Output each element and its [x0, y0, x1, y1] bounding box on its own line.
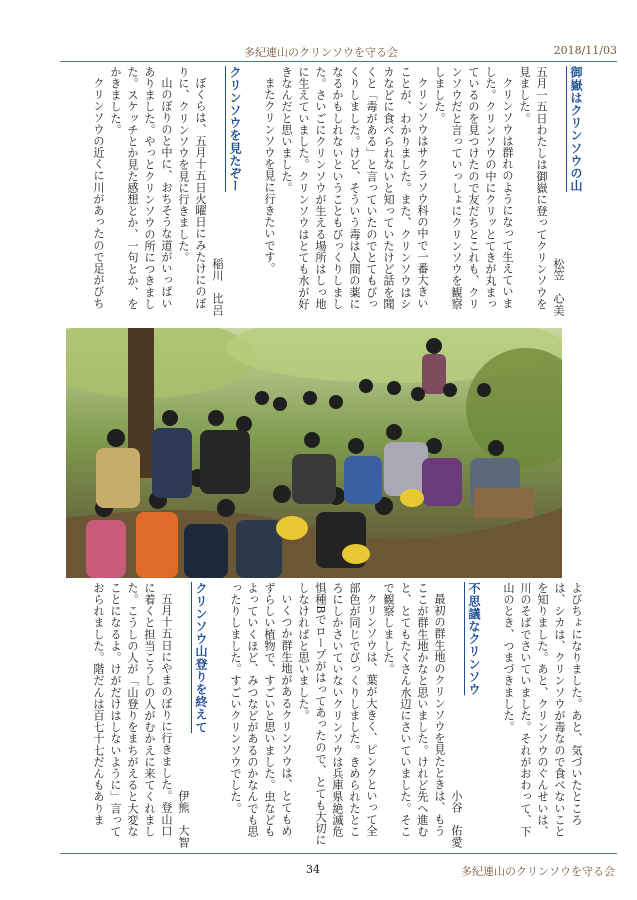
page-number: 34 — [306, 863, 320, 876]
article-4-title: クリンソウ山登りを終えて — [194, 582, 208, 734]
page-header-publication: 多紀連山のクリンソウを守る会 — [244, 46, 398, 59]
article-4-paragraph: 五月十五日にやまのぼりに行きました。登山口に着くと担当こうしの人がむかえに来てくれました。こうしの人が「山登りをまちがえると大変なことになるよ。けがだけはしないように」言っておられました。階だんは百七十七だんもありま — [92, 582, 173, 838]
article-3-paragraph: 最初の群生地のクリンソウを見たときは、もうここが群生地かなと思いました。けれど先へ進むと、とてもたくさん水辺にさいていました。そこで観察しました。 — [382, 582, 446, 838]
article-2-paragraph: ぼくらは、五月十五日火曜日にみたけにのぼりに、クリンソウを見に行きました。 — [177, 66, 207, 310]
article-4 — [90, 582, 210, 848]
article-2-title: クリンソウを見たぞー — [228, 66, 242, 192]
page-header-date: 2018/11/03 — [553, 44, 617, 57]
article-4-author: 伊熊 大智 — [177, 790, 190, 848]
article-1-author: 松笠 心美 — [552, 258, 565, 316]
article-2-paragraph: クリンソウの近くに川があったので足がびち — [92, 77, 105, 310]
article-1-paragraph: またクリンソウを見に行きたいです。 — [263, 77, 276, 275]
footer-publication: 多紀連山のクリンソウを守る会 — [461, 865, 615, 878]
bottom-text-section — [60, 582, 585, 848]
group-photo-illustration — [66, 328, 562, 578]
article-2-paragraph: 山のぼりのと中に、おちそうな道がいっぱいありました。やっとクリンソウの所につきました。スケッチとか見た感想とか、一句とか、をかきました。 — [109, 66, 173, 310]
article-3-paragraph: いくつか群生地があるクリンソウは、とてもめずらしい植物で、すごいと思いました。虫なども よっていくほど、みつなどがあるのかなんでも思ったりしました。すごいクリンソウでした。 — [229, 582, 293, 838]
header-rule — [60, 61, 617, 62]
article-1-title: 御嶽はクリンソウの山 — [569, 66, 583, 192]
article-2 — [90, 66, 244, 316]
article-1 — [261, 66, 585, 316]
article-3 — [227, 582, 483, 848]
article-2-author: 稲川 比呂 — [211, 258, 224, 316]
article-1-paragraph: クリンソウは群れのようになって生えていました。クリンソウの中にクリッとてきが丸まっているのを見つけたので友だちとこれも、クリンソウだと言っていっしょにクリンソウを観察しました。 — [433, 66, 514, 310]
group-photo — [66, 328, 562, 578]
article-2-continuation: よびちょになりました。あと、気づいたところは、シカは、クリンソウが毒なので食べないことを知りました。あと、クリンソウのぐんせいは、川のそばでさいていました。それがおわって、下山のとき、つまづきました。 — [502, 582, 583, 838]
top-text-section — [60, 66, 585, 316]
article-3-title: 不思議なクリンソウ — [467, 582, 481, 696]
article-1-paragraph: クリンソウはサクラソウ科の中で一番大きいことが、わかりました。また、クリンソウはシカなどに食べられないと知っていたけど話を聞くと「毒がある」と言っていたのでとてもびっくりしました。けど、そういう毒は人間の薬になるかもしれないということもびっくりしました。さいごにクリンソウが生える場所はしっ地に生えていました。クリンソウはとても水が好きなんだと思いました。 — [280, 66, 429, 310]
article-3-paragraph: クリンソウは、葉が大きく、ピンクといって全部色が同じでびっくりしました。きめられたところにしかさいていないクリンソウは兵庫県絶滅危惧種Bでロープがはってあったので、とても大切にしなければと思いました。 — [297, 582, 378, 846]
article-3-author: 小谷 佑愛 — [450, 790, 463, 848]
footer-rule — [60, 853, 617, 854]
article-1-paragraph: 五月一五日わたしは御嶽に登ってクリンソウを見ました。 — [518, 66, 548, 310]
